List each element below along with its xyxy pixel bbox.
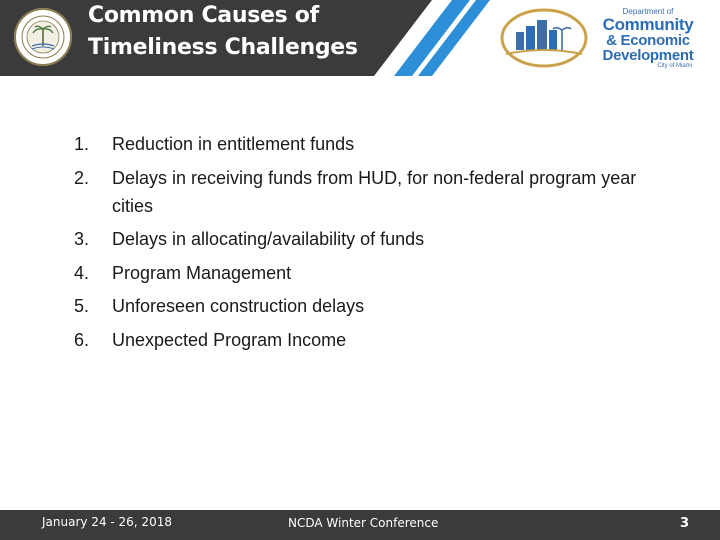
list-item <box>74 164 674 220</box>
list-item <box>74 130 674 158</box>
logo-line4: Development <box>602 47 694 64</box>
logo-line2: Community <box>602 15 694 34</box>
list-number: 6. <box>74 329 90 350</box>
list-text: Reduction in entitlement funds <box>112 134 355 154</box>
city-seal-icon <box>14 8 72 66</box>
causes-list <box>74 130 674 359</box>
list-item <box>74 225 674 253</box>
logo-wordmark <box>596 8 700 69</box>
list-text: Unforeseen construction delays <box>112 296 365 316</box>
footer-conference: NCDA Winter Conference <box>288 516 439 530</box>
list-item <box>74 292 674 320</box>
list-text: Program Management <box>112 262 292 283</box>
slide-title: Common Causes of Timeliness Challenges <box>88 3 358 60</box>
footer-date: January 24 - 26, 2018 <box>42 515 172 529</box>
logo-line3: & Economic <box>606 32 690 49</box>
slide-header <box>0 0 720 76</box>
list-number: 4. <box>74 262 90 283</box>
list-text: Delays in allocating/availability of funds <box>112 229 425 249</box>
list-item <box>74 259 674 287</box>
list-text: Delays in receiving funds from HUD, for non-federal program year cities <box>112 167 637 216</box>
list-item <box>74 326 674 354</box>
list-number: 1. <box>74 134 90 154</box>
page-number: 3 <box>680 516 690 531</box>
slide-footer <box>0 510 720 540</box>
logo-line5: City of Miami <box>657 63 692 69</box>
list-number: 2. <box>74 167 90 188</box>
list-number: 5. <box>74 296 90 316</box>
list-text: Unexpected Program Income <box>112 329 347 350</box>
logo-line1: Department of <box>622 7 674 16</box>
list-number: 3. <box>74 229 90 249</box>
